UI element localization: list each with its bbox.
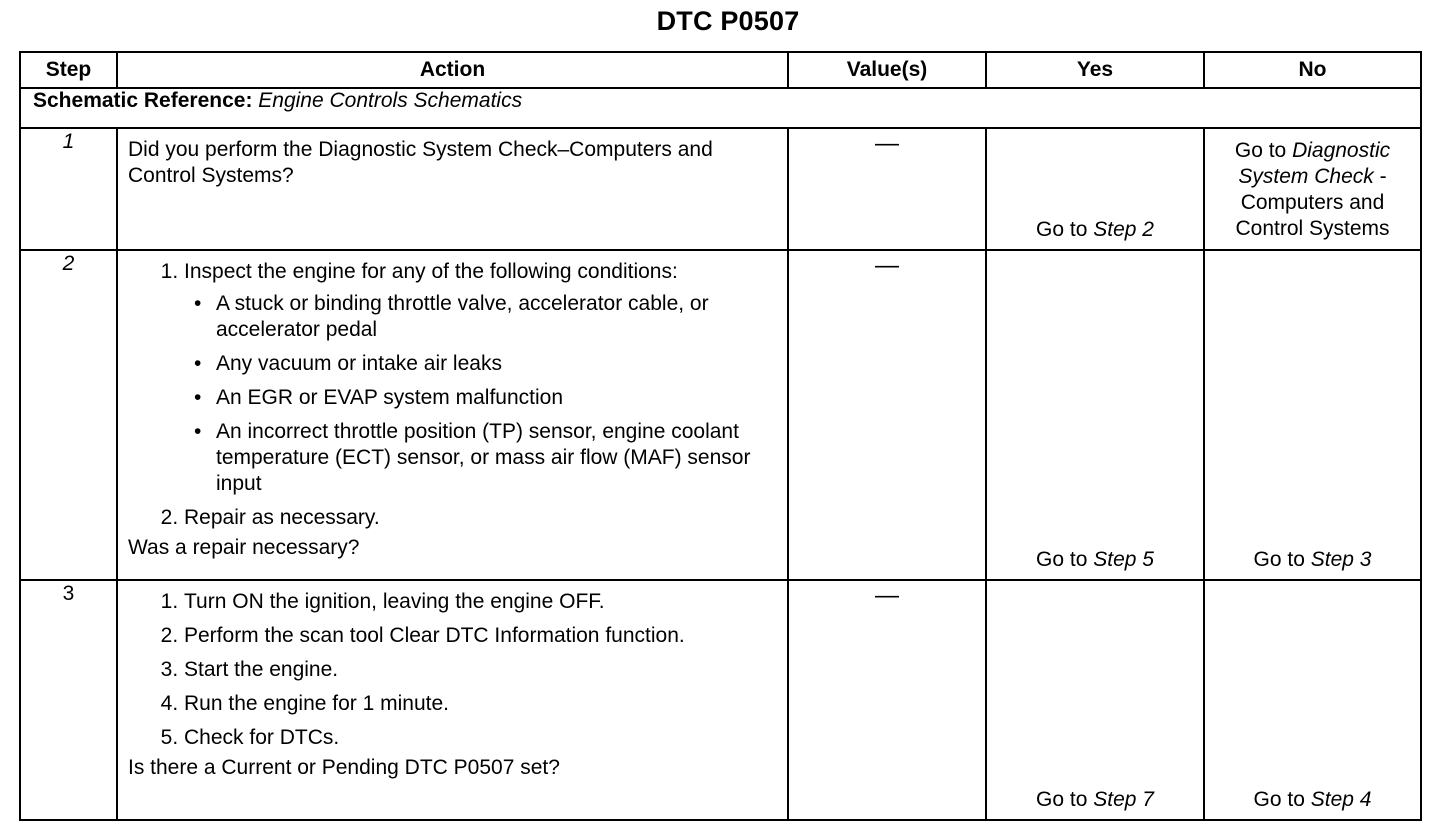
table-row — [20, 128, 1421, 250]
yes-step-link[interactable]: Step 7 — [1093, 788, 1154, 811]
action-step: 2. Repair as necessary. — [184, 505, 777, 531]
no-step-link[interactable]: Step 3 — [1310, 548, 1372, 571]
action-text — [117, 250, 788, 580]
yes-step-link[interactable]: Step 2 — [1093, 218, 1154, 241]
step-number: 3 — [20, 580, 117, 820]
condition-item: • An EGR or EVAP system malfunction — [216, 385, 777, 411]
action-step: 3. Start the engine. — [184, 657, 777, 683]
schematic-reference-link[interactable]: Engine Controls Schematics — [258, 89, 523, 112]
yes-step-link[interactable]: Step 5 — [1093, 548, 1154, 571]
action-text — [117, 128, 788, 250]
column-header-no: No — [1204, 52, 1421, 88]
action-step: 1. Inspect the engine for any of the following conditions: • A stuck or binding throttle valve, accelerator cable, or accelerator pedal • Any vacuum or intake air leaks • An EGR or EVAP system malfunction • An incorrect throttle position (TP) sensor, engine coolant temperature (ECT) sensor, or mass air flow (MAF) sensor input — [184, 259, 777, 497]
yes-prefix: Go to — [1036, 788, 1094, 811]
no-cell — [1204, 128, 1421, 250]
schematic-reference-row — [20, 88, 1421, 128]
no-prefix: Go to — [1253, 788, 1311, 811]
action-question: Is there a Current or Pending DTC P0507 set? — [128, 756, 560, 779]
value-cell: — — [788, 128, 986, 250]
no-prefix: Go to — [1234, 139, 1293, 162]
column-header-step: Step — [20, 52, 117, 88]
table-row — [20, 580, 1421, 820]
no-step-link[interactable]: Step 4 — [1310, 788, 1372, 811]
column-header-action: Action — [117, 52, 788, 88]
column-header-yes: Yes — [986, 52, 1204, 88]
yes-prefix: Go to — [1036, 218, 1094, 241]
action-text — [117, 580, 788, 820]
yes-cell — [986, 250, 1204, 580]
column-header-values: Value(s) — [788, 52, 986, 88]
no-prefix: Go to — [1253, 548, 1311, 571]
condition-list — [184, 291, 777, 497]
condition-item: • An incorrect throttle position (TP) sensor, engine coolant temperature (ECT) sensor, or mass air flow (MAF) sensor input — [216, 419, 777, 497]
yes-cell — [986, 580, 1204, 820]
action-steps-list — [128, 259, 777, 531]
step-number: 2 — [20, 250, 117, 580]
action-steps-list — [128, 589, 777, 751]
action-question: Did you perform the Diagnostic System Check–Computers and Control Systems? — [128, 138, 713, 187]
schematic-reference-label: Schematic Reference: — [33, 89, 253, 112]
schematic-reference — [20, 88, 1421, 128]
value-cell: — — [788, 580, 986, 820]
value-cell: — — [788, 250, 986, 580]
no-suffix: - Computers and Control Systems — [1235, 165, 1390, 240]
condition-item: • Any vacuum or intake air leaks — [216, 351, 777, 377]
header-row — [20, 52, 1421, 88]
diagnostic-table — [19, 51, 1422, 821]
table-row — [20, 250, 1421, 580]
no-diagnostic-check-link[interactable]: Diagnostic System Check — [1238, 139, 1391, 188]
condition-item: • A stuck or binding throttle valve, accelerator cable, or accelerator pedal — [216, 291, 777, 343]
step-number: 1 — [20, 128, 117, 250]
action-step: 5. Check for DTCs. — [184, 725, 777, 751]
action-question: Was a repair necessary? — [128, 536, 360, 559]
no-cell — [1204, 580, 1421, 820]
document-title: DTC P0507 — [656, 6, 800, 36]
yes-cell — [986, 128, 1204, 250]
action-step: 1. Turn ON the ignition, leaving the engine OFF. — [184, 589, 777, 615]
action-step: 4. Run the engine for 1 minute. — [184, 691, 777, 717]
no-cell — [1204, 250, 1421, 580]
action-step: 2. Perform the scan tool Clear DTC Information function. — [184, 623, 777, 649]
yes-prefix: Go to — [1036, 548, 1094, 571]
